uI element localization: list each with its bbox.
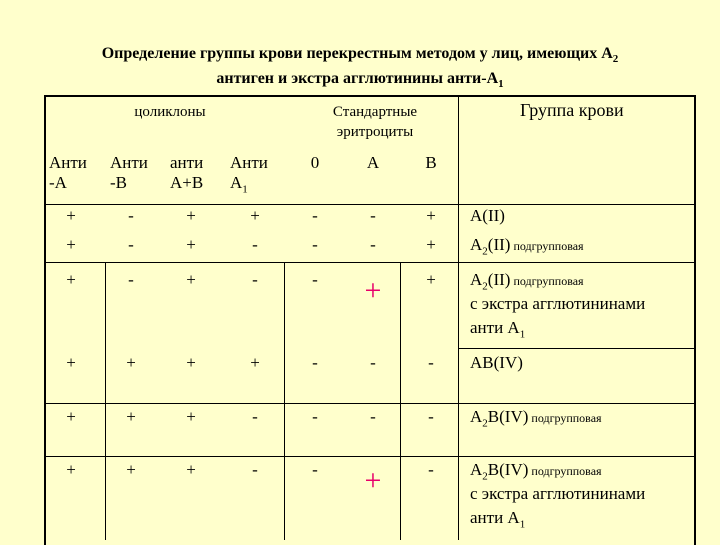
header-cyclones: цоликлоны	[134, 104, 206, 120]
cell-r1-c2: -	[128, 206, 134, 225]
cell-r5-c5: -	[312, 407, 318, 426]
slide-title	[0, 44, 720, 94]
col-anti-b-2: -В	[110, 173, 127, 192]
col-a: А	[366, 153, 380, 172]
header-standard-1: Стандартные	[332, 104, 418, 120]
cell-r1-c3: +	[186, 206, 196, 225]
cell-r4-c7: -	[428, 353, 434, 372]
cell-r3-c2: -	[128, 270, 134, 289]
cell-r3-c7: +	[426, 270, 436, 289]
cell-r3-c6: +	[364, 274, 382, 307]
group-r5: $А_2В(IV)$ подгрупповая	[470, 407, 602, 430]
cell-r5-c2: +	[126, 407, 136, 426]
group-r4: АВ(IV)	[470, 353, 523, 372]
cell-r4-c4: +	[250, 353, 260, 372]
group-r3-line2: с экстра агглютининами	[470, 294, 646, 313]
cell-r6-c6: +	[364, 464, 382, 497]
cell-r2-c4: -	[252, 235, 258, 254]
cell-r2-c7: +	[426, 235, 436, 254]
cell-r6-c5: -	[312, 460, 318, 479]
col-anti-b-1: Анти	[110, 153, 148, 172]
cell-r5-c7: -	[428, 407, 434, 426]
cell-r2-c2: -	[128, 235, 134, 254]
col-anti-a-2: -А	[49, 173, 67, 192]
group-r3-line3: анти $А_1$	[470, 318, 526, 341]
col-b: В	[425, 153, 437, 172]
cell-r3-c4: -	[252, 270, 258, 289]
cell-r1-c4: +	[250, 206, 260, 225]
cell-r2-c6: -	[370, 235, 376, 254]
group-r6-line2: с экстра агглютининами	[470, 484, 646, 503]
cell-r3-c3: +	[186, 270, 196, 289]
cell-r2-c3: +	[186, 235, 196, 254]
cell-r1-c1: +	[66, 206, 76, 225]
cell-r6-c7: -	[428, 460, 434, 479]
header-group: Группа крови	[520, 100, 624, 120]
col-anti-a-1: Анти	[49, 153, 87, 172]
col-anti-a1-2: $А_1$	[230, 173, 248, 196]
cell-r1-c7: +	[426, 206, 436, 225]
cell-r4-c5: -	[312, 353, 318, 372]
cell-r6-c2: +	[126, 460, 136, 479]
col-anti-ab-2: А+В	[170, 173, 204, 192]
group-r6: $А_2В(IV)$ подгрупповая	[470, 460, 602, 483]
cell-r6-c4: -	[252, 460, 258, 479]
cell-r5-c1: +	[66, 407, 76, 426]
cell-r4-c1: +	[66, 353, 76, 372]
group-r3: $А_2(II)$ подгрупповая	[470, 270, 584, 293]
cell-r3-c5: -	[312, 270, 318, 289]
col-zero: 0	[310, 153, 320, 172]
cell-r5-c4: -	[252, 407, 258, 426]
group-r6-line3: анти $А_1$	[470, 508, 526, 531]
cell-r6-c1: +	[66, 460, 76, 479]
cell-r5-c3: +	[186, 407, 196, 426]
cell-r3-c1: +	[66, 270, 76, 289]
col-anti-ab-1: анти	[170, 153, 204, 172]
cell-r5-c6: -	[370, 407, 376, 426]
cell-r1-c6: -	[370, 206, 376, 225]
cell-r4-c2: +	[126, 353, 136, 372]
col-anti-a1-1: Анти	[230, 153, 268, 172]
group-r2: $А_2(II)$ подгрупповая	[470, 235, 584, 258]
cell-r4-c6: -	[370, 353, 376, 372]
cell-r2-c1: +	[66, 235, 76, 254]
cell-r4-c3: +	[186, 353, 196, 372]
header-standard-2: эритроциты	[336, 124, 414, 140]
cell-r6-c3: +	[186, 460, 196, 479]
title-line-1: Определение группы крови перекрестным методом у лиц, имеющих $А_2$	[101, 45, 619, 66]
cell-r1-c5: -	[312, 206, 318, 225]
title-line-2: антиген и экстра агглютинины анти-$А_1$	[216, 70, 504, 91]
cell-r2-c5: -	[312, 235, 318, 254]
group-r1: А(II)	[470, 206, 505, 225]
